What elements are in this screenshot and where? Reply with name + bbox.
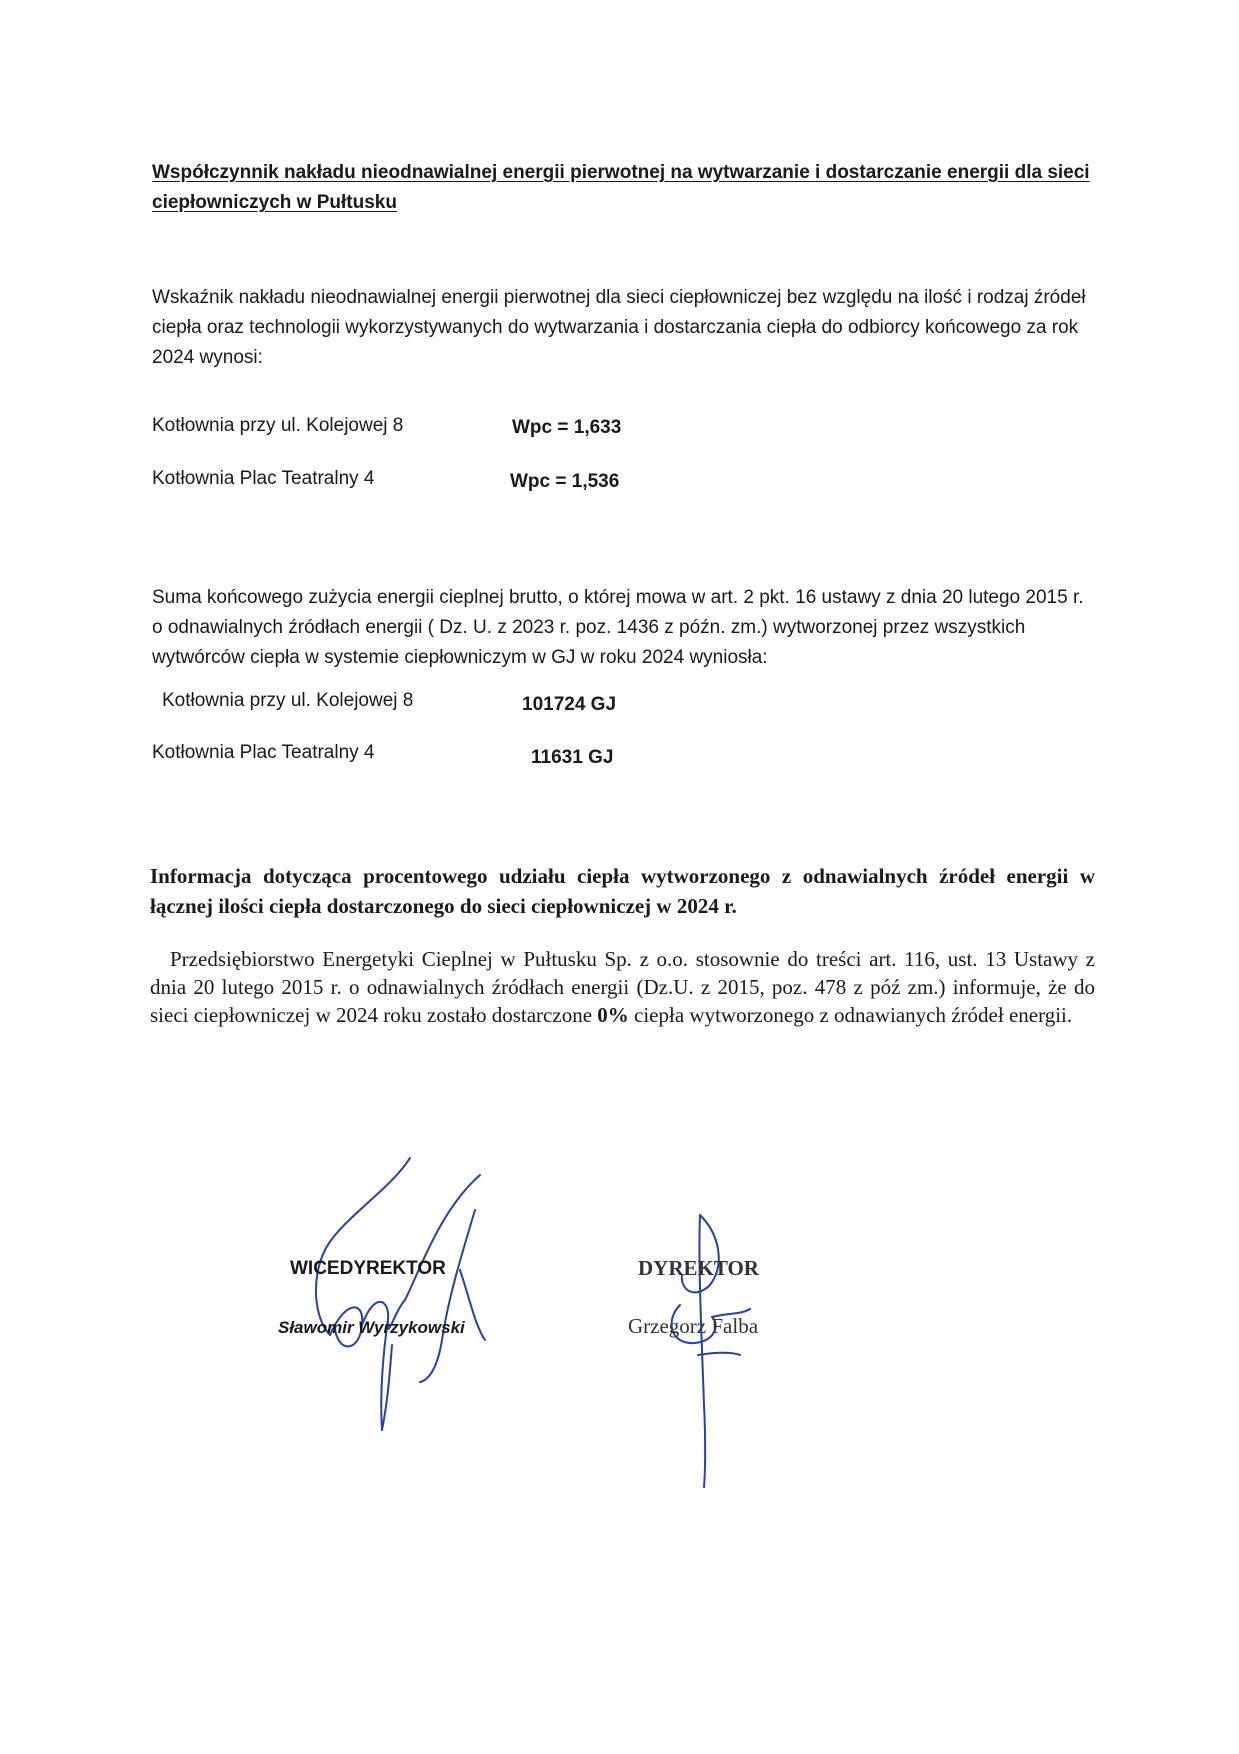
signature-right [640, 1205, 770, 1495]
document-title: Współczynnik nakładu nieodnawialnej energii pierwotnej na wytwarzanie i dostarczanie energii dla sieci ciepłowniczych w Pułtusku [152, 162, 1090, 213]
oze-text-after: ciepła wytworzonego z odnawianych źródeł energii. [628, 1003, 1073, 1027]
wpc-row-label: Kotłownia przy ul. Kolejowej 8 [152, 415, 404, 436]
sum-row-value: 101724 GJ [522, 694, 617, 715]
wpc-row-value: Wpc = 1,536 [510, 471, 620, 492]
signature-right-name: Grzegorz Falba [628, 1314, 759, 1338]
signature-left [270, 1150, 500, 1440]
oze-percent: 0% [597, 1003, 629, 1027]
sum-row-value: 11631 GJ [531, 747, 614, 768]
wpc-intro-paragraph: Wskaźnik nakładu nieodnawialnej energii pierwotnej dla sieci ciepłowniczej bez względu na ilość i rodzaj źródeł ciepła oraz technologii wykorzystywanych do wytwarzania i dostarczania ciepła do odbiorcy końcowego za rok 2024 wynosi: [152, 287, 1086, 368]
wpc-row-value: Wpc = 1,633 [512, 417, 622, 438]
signature-right-title: DYREKTOR [638, 1256, 759, 1280]
oze-section-title: Informacja dotycząca procentowego udziału ciepła wytworzonego z odnawialnych źródeł energii w łącznej ilości ciepła dostarczonego do sieci ciepłowniczej w 2024 r. [150, 864, 1095, 918]
sum-intro-paragraph: Suma końcowego zużycia energii cieplnej brutto, o której mowa w art. 2 pkt. 16 ustawy z dnia 20 lutego 2015 r. o odnawialnych źródłach energii ( Dz. U. z 2023 r. poz. 1436 z późn. zm.) wytworzonej przez wszystkich wytwórców ciepła w systemie ciepłowniczym w GJ w roku 2024 wyniosła: [152, 587, 1084, 668]
signature-left-name: Sławomir Wyrzykowski [278, 1318, 465, 1337]
wpc-row-label: Kotłownia Plac Teatralny 4 [152, 468, 375, 489]
oze-paragraph [150, 945, 1095, 1029]
signature-left-title: WICEDYREKTOR [290, 1258, 446, 1279]
sum-row-label: Kotłownia Plac Teatralny 4 [152, 742, 375, 763]
oze-text-before: Przedsiębiorstwo Energetyki Cieplnej w Pułtusku Sp. z o.o. stosownie do treści art. 116, ust. 13 Ustawy z dnia 20 lutego 2015 r. o odnawialnych źródłach energii (Dz.U. z 2015, poz. 478 z póź zm.) informuje, że do sieci ciepłowniczej w 2024 roku zostało dostarczone [150, 947, 1095, 1027]
sum-row-label: Kotłownia przy ul. Kolejowej 8 [162, 690, 414, 711]
